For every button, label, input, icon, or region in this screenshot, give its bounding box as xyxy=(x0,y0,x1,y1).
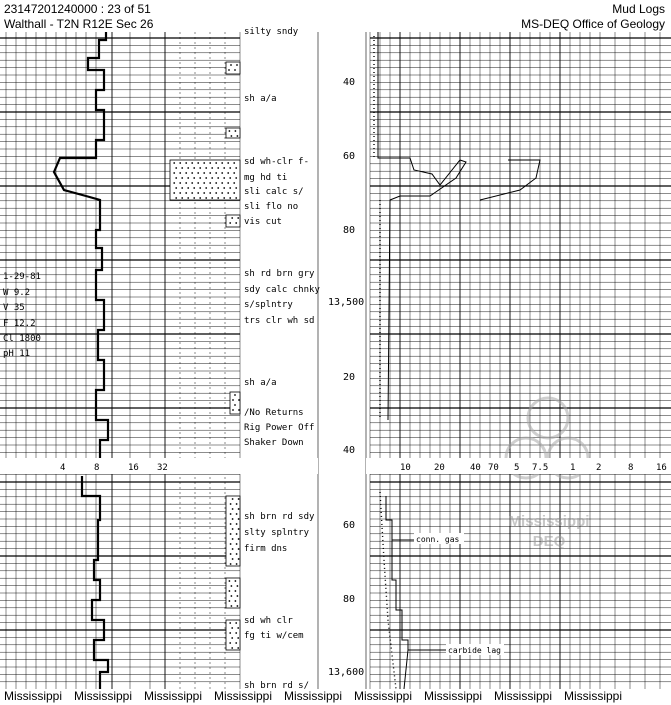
lithology-note: sh a/a xyxy=(244,94,277,104)
depth-label: 40 xyxy=(343,77,356,88)
sand-dot xyxy=(185,162,187,164)
sand-dot xyxy=(173,192,175,194)
sand-dot xyxy=(227,162,229,164)
scale-label: 70 xyxy=(488,463,499,473)
lithology-note: sd wh-clr f- xyxy=(244,157,310,167)
sand-dot xyxy=(238,498,240,500)
sand-dot xyxy=(187,167,189,169)
sand-dot xyxy=(229,167,231,169)
conn-gas-annotation: conn. gas xyxy=(416,535,460,544)
total-gas-curve xyxy=(378,32,466,420)
sand-dot xyxy=(223,177,225,179)
scale-label: 8 xyxy=(94,463,100,473)
scale-label: 7.5 xyxy=(532,463,549,473)
drill-rate-curve xyxy=(54,32,108,689)
sand-dot xyxy=(238,558,240,560)
sand-dot xyxy=(185,182,187,184)
well-id-header: 23147201240000 : 23 of 51 xyxy=(4,2,151,16)
sand-dot xyxy=(238,538,240,540)
scale-label: 4 xyxy=(60,463,66,473)
lithology-note: fg ti w/cem xyxy=(244,631,304,641)
lithology-note: sh a/a xyxy=(244,378,277,388)
sand-dot xyxy=(209,162,211,164)
lithology-note: Shaker Down xyxy=(244,438,304,448)
depth-label: 80 xyxy=(343,225,356,236)
lithology-note: sdy calc chnky xyxy=(244,285,320,295)
sand-dot xyxy=(233,162,235,164)
sand-dot xyxy=(237,217,239,219)
sand-dot xyxy=(193,177,195,179)
sand-dot xyxy=(233,172,235,174)
sand-dot xyxy=(236,64,238,66)
sand-dot xyxy=(234,69,236,71)
sand-dot xyxy=(236,513,238,515)
sand-dot xyxy=(232,538,234,540)
sand-dot xyxy=(230,523,232,525)
sand-dot xyxy=(187,177,189,179)
sand-dot xyxy=(173,182,175,184)
lithology-note: vis cut xyxy=(244,217,282,227)
sand-dot xyxy=(211,177,213,179)
lithology-note: sli flo no xyxy=(244,202,299,212)
depth-label: 13,600 xyxy=(328,667,365,678)
sand-dot xyxy=(230,64,232,66)
sand-dot xyxy=(173,162,175,164)
sand-dot xyxy=(229,580,231,582)
sand-dot xyxy=(236,553,238,555)
sand-dot xyxy=(179,162,181,164)
sand-dot xyxy=(232,548,234,550)
sand-dot xyxy=(197,162,199,164)
sand-dot xyxy=(235,580,237,582)
sand-dot xyxy=(211,197,213,199)
sand-dot xyxy=(232,498,234,500)
scale-label: 20 xyxy=(434,463,445,473)
lithology-note: silty sndy xyxy=(244,27,299,37)
sand-block xyxy=(170,160,240,200)
footer-label: Mississippi xyxy=(144,689,203,703)
sand-dot xyxy=(203,192,205,194)
sand-dot xyxy=(175,187,177,189)
sand-dot xyxy=(209,192,211,194)
sand-dot xyxy=(193,187,195,189)
sand-dot xyxy=(215,162,217,164)
lithology-note: firm dns xyxy=(244,544,288,554)
sand-dot xyxy=(175,197,177,199)
scale-label: 16 xyxy=(656,463,667,473)
sand-dot xyxy=(193,167,195,169)
sand-dot xyxy=(221,172,223,174)
sand-dot xyxy=(235,197,237,199)
sand-dot xyxy=(235,167,237,169)
sand-dot xyxy=(175,167,177,169)
sand-dot xyxy=(237,637,239,639)
footer-repeat xyxy=(0,689,671,705)
sand-dot xyxy=(230,543,232,545)
mud-chlorides: Cl 1800 xyxy=(3,334,41,344)
sand-dot xyxy=(191,192,193,194)
sand-dot xyxy=(235,590,237,592)
sand-dot xyxy=(229,187,231,189)
watermark-line2: DEQ xyxy=(532,533,566,550)
well-location-header: Walthall - T2N R12E Sec 26 xyxy=(4,17,154,31)
sand-dot xyxy=(203,182,205,184)
sand-dot xyxy=(230,563,232,565)
footer-label: Mississippi xyxy=(564,689,623,703)
sand-dot xyxy=(235,187,237,189)
sand-dot xyxy=(217,167,219,169)
sand-dot xyxy=(233,192,235,194)
mud-date: 1-29-81 xyxy=(3,272,41,282)
footer-label: Mississippi xyxy=(74,689,133,703)
sand-dot xyxy=(238,508,240,510)
mud-viscosity: V 35 xyxy=(3,303,25,313)
sand-dot xyxy=(235,642,237,644)
sand-dot xyxy=(235,600,237,602)
sand-dot xyxy=(227,182,229,184)
lithology-note: sh brn rd s/ xyxy=(244,681,310,689)
sand-dot xyxy=(215,182,217,184)
sand-dot xyxy=(181,177,183,179)
sand-dot xyxy=(229,642,231,644)
sand-dot xyxy=(181,187,183,189)
sand-dot xyxy=(236,563,238,565)
sand-dot xyxy=(233,182,235,184)
footer-label: Mississippi xyxy=(284,689,343,703)
depth-label: 60 xyxy=(343,520,356,531)
sand-dot xyxy=(232,558,234,560)
sand-dot xyxy=(197,182,199,184)
lithology-note: mg hd ti xyxy=(244,173,288,183)
sand-dot xyxy=(234,394,236,396)
sand-block xyxy=(226,62,240,74)
sand-dot xyxy=(231,595,233,597)
sand-dot xyxy=(227,192,229,194)
lithology-note: sh rd brn gry xyxy=(244,269,315,279)
scale-label: 5 xyxy=(514,463,520,473)
sand-dot xyxy=(199,187,201,189)
sand-dot xyxy=(229,590,231,592)
sand-dot xyxy=(191,182,193,184)
carbide-lag-annotation: carbide lag xyxy=(448,646,501,655)
depth-label: 13,500 xyxy=(328,297,365,308)
sand-dot xyxy=(232,528,234,530)
footer-label: Mississippi xyxy=(4,689,63,703)
sand-block xyxy=(226,496,240,566)
sand-dot xyxy=(232,409,234,411)
lithology-note: /No Returns xyxy=(244,408,304,418)
sand-dot xyxy=(209,182,211,184)
sand-dot xyxy=(217,197,219,199)
sand-block xyxy=(226,620,240,650)
footer-label: Mississippi xyxy=(494,689,553,703)
sand-dot xyxy=(237,135,239,137)
depth-label: 40 xyxy=(343,445,356,456)
sand-dot xyxy=(181,167,183,169)
footer-label: Mississippi xyxy=(424,689,483,703)
sand-dot xyxy=(238,518,240,520)
sand-dot xyxy=(203,162,205,164)
sand-dot xyxy=(221,192,223,194)
sand-dot xyxy=(236,523,238,525)
sand-dot xyxy=(215,192,217,194)
sand-dot xyxy=(179,182,181,184)
notes-column xyxy=(241,32,317,689)
sand-dot xyxy=(197,172,199,174)
sand-dot xyxy=(187,197,189,199)
watermark-line1: Mississippi xyxy=(508,513,590,530)
sand-dot xyxy=(236,503,238,505)
sand-dot xyxy=(223,197,225,199)
mud-weight: W 9.2 xyxy=(3,288,31,298)
sand-dot xyxy=(191,162,193,164)
sand-dot xyxy=(217,187,219,189)
sand-dot xyxy=(235,632,237,634)
sand-dot xyxy=(205,187,207,189)
lithology-note: sd wh clr xyxy=(244,616,293,626)
sand-dot xyxy=(231,217,233,219)
sand-dot xyxy=(185,172,187,174)
sand-dot xyxy=(231,637,233,639)
sand-dot xyxy=(175,177,177,179)
mud-properties xyxy=(3,272,41,359)
sand-dot xyxy=(231,135,233,137)
scale-label: 10 xyxy=(400,463,411,473)
scale-label: 2 xyxy=(596,463,602,473)
lithology-note: trs clr wh sd xyxy=(244,316,315,326)
sand-dot xyxy=(191,172,193,174)
sand-dot xyxy=(217,177,219,179)
lithology-note: s/splntry xyxy=(244,300,293,310)
footer-label: Mississippi xyxy=(354,689,413,703)
mud-filtrate: F 12.2 xyxy=(3,319,36,329)
scale-label: 16 xyxy=(128,463,139,473)
sand-dot xyxy=(197,192,199,194)
sand-dot xyxy=(215,172,217,174)
mud-ph: pH 11 xyxy=(3,349,31,359)
sand-dot xyxy=(179,192,181,194)
sand-dot xyxy=(238,399,240,401)
sand-block xyxy=(226,215,240,227)
sand-dot xyxy=(236,543,238,545)
agency-header: MS-DEQ Office of Geology xyxy=(521,17,665,31)
sand-dot xyxy=(231,605,233,607)
sand-dot xyxy=(173,172,175,174)
sand-dot xyxy=(223,167,225,169)
footer-label: Mississippi xyxy=(214,689,273,703)
sand-dot xyxy=(231,585,233,587)
scale-label: 8 xyxy=(628,463,634,473)
sand-dot xyxy=(232,399,234,401)
sand-dot xyxy=(229,130,231,132)
sand-dot xyxy=(199,177,201,179)
sand-dot xyxy=(232,518,234,520)
sand-dot xyxy=(231,627,233,629)
total-gas-curve-lower xyxy=(386,496,446,689)
sand-dot xyxy=(235,222,237,224)
lithology-note: Rig Power Off xyxy=(244,423,315,433)
sand-dot xyxy=(237,585,239,587)
sand-dot xyxy=(228,69,230,71)
sand-dot xyxy=(229,222,231,224)
sand-dot xyxy=(235,177,237,179)
sand-dot xyxy=(185,192,187,194)
depth-labels xyxy=(328,77,364,678)
sand-dot xyxy=(229,177,231,179)
gas-scale xyxy=(366,458,671,474)
document-type-header: Mud Logs xyxy=(612,2,665,16)
sand-dot xyxy=(223,187,225,189)
sand-dot xyxy=(229,622,231,624)
sand-dot xyxy=(205,177,207,179)
sand-dot xyxy=(238,409,240,411)
sand-dot xyxy=(221,182,223,184)
sand-dot xyxy=(230,553,232,555)
sand-dot xyxy=(205,167,207,169)
gas-annotations xyxy=(414,533,504,655)
sand-dot xyxy=(236,533,238,535)
sand-dot xyxy=(237,595,239,597)
sand-dot xyxy=(230,533,232,535)
sand-dot xyxy=(232,508,234,510)
sand-dot xyxy=(229,600,231,602)
sand-dot xyxy=(238,548,240,550)
sand-dot xyxy=(230,503,232,505)
methane-trace xyxy=(374,36,380,420)
depth-label: 80 xyxy=(343,594,356,605)
lithology-note: sh brn rd sdy xyxy=(244,512,315,522)
sand-dot xyxy=(205,197,207,199)
sand-dot xyxy=(199,167,201,169)
sand-dot xyxy=(181,197,183,199)
sand-dot xyxy=(235,622,237,624)
sand-dot xyxy=(235,130,237,132)
sand-dot xyxy=(179,172,181,174)
sand-dot xyxy=(227,172,229,174)
sand-dot xyxy=(237,647,239,649)
sand-dot xyxy=(199,197,201,199)
scale-label: 32 xyxy=(157,463,168,473)
drill-rate-scale xyxy=(0,458,318,474)
sand-dot xyxy=(209,172,211,174)
sand-dot xyxy=(211,187,213,189)
sand-dot xyxy=(238,528,240,530)
sand-block xyxy=(226,578,240,608)
sand-dot xyxy=(211,167,213,169)
sand-dot xyxy=(230,513,232,515)
sand-dot xyxy=(237,627,239,629)
sand-dot xyxy=(229,197,231,199)
lithology-note: sli calc s/ xyxy=(244,187,304,197)
depth-label: 20 xyxy=(343,372,356,383)
sand-dot xyxy=(187,187,189,189)
sand-dot xyxy=(203,172,205,174)
sand-dot xyxy=(193,197,195,199)
scale-label: 40 xyxy=(470,463,481,473)
sand-dot xyxy=(237,605,239,607)
depth-label: 60 xyxy=(343,151,356,162)
sand-dot xyxy=(221,162,223,164)
sand-dot xyxy=(234,404,236,406)
sand-dot xyxy=(231,647,233,649)
sand-dot xyxy=(229,632,231,634)
lithology-note: slty splntry xyxy=(244,528,310,538)
scale-label: 1 xyxy=(570,463,576,473)
